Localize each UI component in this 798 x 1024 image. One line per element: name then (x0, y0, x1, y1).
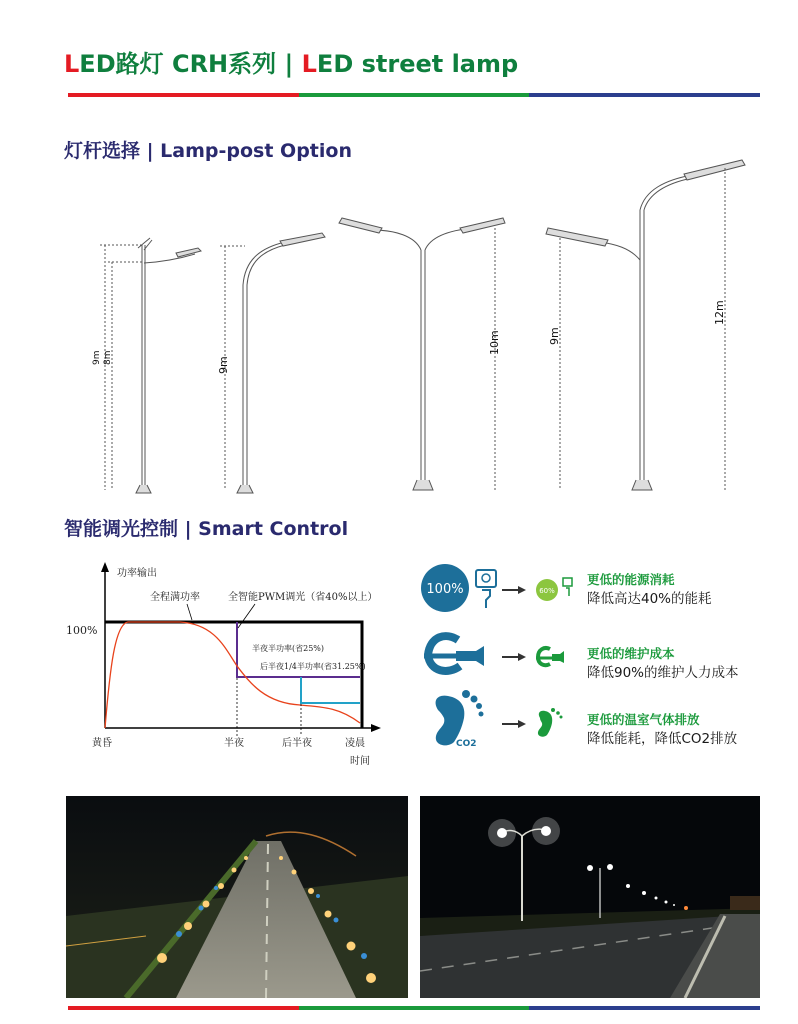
night-road-photo (420, 796, 760, 998)
footer-bar-green (299, 1006, 530, 1010)
feature-icons (418, 560, 598, 760)
badge-100: 100% (426, 582, 464, 597)
x-tick-dawn: 凌晨 (345, 738, 365, 749)
pole4-label-12m: 12m (713, 300, 726, 325)
title-led-letter: L (64, 50, 80, 78)
x-axis-label: 时间 (350, 756, 370, 767)
smart-control-section-title: 智能调光控制 | Smart Control (64, 518, 349, 540)
note-half-power: 半夜半功率(省25%) (252, 644, 325, 653)
co2-footprint-icon (436, 690, 563, 749)
pole1-label-8m: 8m (103, 350, 113, 365)
pole-single-arm-solar (100, 238, 201, 493)
page-title (64, 44, 518, 79)
color-bar-blue (529, 93, 760, 97)
footer-color-bar (68, 1006, 760, 1010)
feature-energy-desc: 降低高达40%的能耗 (587, 591, 712, 607)
header-color-bar (68, 93, 760, 97)
footer-bar-blue (529, 1006, 760, 1010)
pole-double-arm (339, 218, 505, 490)
pole4-label-9m: 9m (548, 327, 561, 345)
badge-60: 60% (539, 587, 555, 595)
footer-bar-red (68, 1006, 299, 1010)
legend-pwm: 全智能PWM调光（省40%以上） (228, 592, 378, 603)
y-tick-100: 100% (66, 624, 98, 637)
pole3-label-10m: 10m (488, 330, 501, 355)
x-tick-midnight: 半夜 (224, 738, 244, 749)
night-highway-photo (66, 796, 408, 998)
feature-maintenance-desc: 降低90%的维护人力成本 (587, 665, 739, 681)
title-led-letter-2: L (301, 50, 317, 78)
x-tick-after-midnight: 后半夜 (282, 738, 312, 749)
feature-maintenance-title: 更低的维护成本 (587, 646, 675, 661)
lamp-post-drawings (80, 150, 760, 500)
note-quarter-power: 后半夜1/4半功率(省31.25%) (260, 662, 366, 671)
title-text-en: ED street lamp (316, 50, 519, 78)
legend-full-power: 全程满功率 (150, 592, 200, 603)
co2-label: CO2 (456, 739, 477, 749)
feature-energy-title: 更低的能源消耗 (587, 572, 675, 587)
pole1-label-9m: 9m (92, 350, 102, 365)
pole-curved-single-arm (220, 233, 325, 493)
feature-emission-title: 更低的温室气体排放 (587, 712, 700, 727)
y-axis-label: 功率输出 (117, 568, 157, 579)
power-saving-icon (421, 564, 572, 612)
lamp-post-section-title: 灯杆选择 | Lamp-post Option (64, 140, 352, 162)
x-tick-dusk: 黄昏 (92, 738, 112, 749)
title-text-cn: ED路灯 CRH系列 | (79, 50, 302, 78)
color-bar-red (68, 93, 299, 97)
dimming-graph (60, 558, 405, 770)
feature-emission-desc: 降低能耗，降低CO2排放 (587, 731, 738, 747)
color-bar-green (299, 93, 530, 97)
maintenance-icon (424, 636, 564, 671)
pole2-label-9m: 9m (217, 356, 230, 374)
